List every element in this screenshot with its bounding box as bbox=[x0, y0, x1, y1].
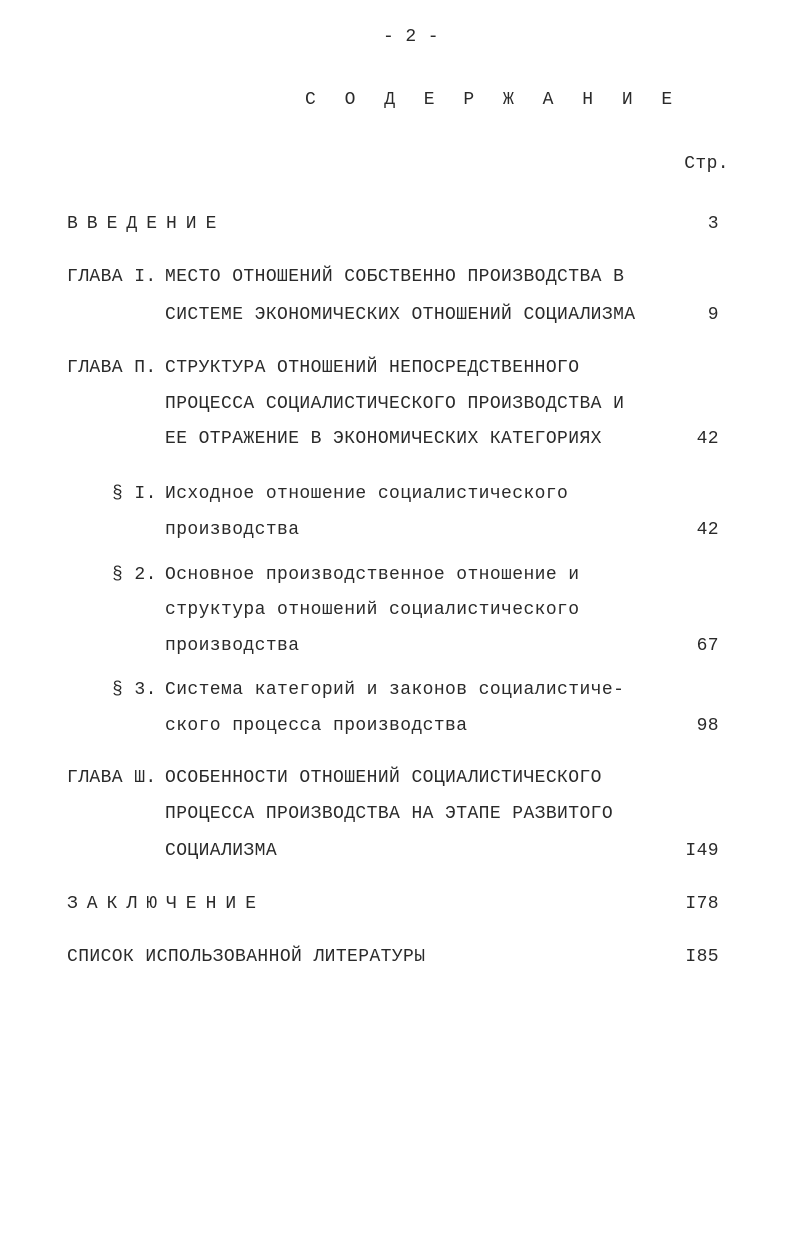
toc-chapter-label: ГЛАВА П. bbox=[67, 358, 157, 378]
toc-page: I78 bbox=[685, 894, 719, 914]
toc-line: ПРОЦЕССА ПРОИЗВОДСТВА НА ЭТАПЕ РАЗВИТОГО bbox=[165, 804, 614, 824]
page-title: С О Д Е Р Ж А Н И Е bbox=[305, 90, 682, 110]
page-number: - 2 - bbox=[383, 27, 440, 47]
toc-line: ского процесса производства bbox=[165, 716, 468, 736]
toc-conclusion: ЗАКЛЮЧЕНИЕ bbox=[67, 894, 266, 914]
toc-line: ОСОБЕННОСТИ ОТНОШЕНИЙ СОЦИАЛИСТИЧЕСКОГО bbox=[165, 768, 602, 788]
toc-line: Основное производственное отношение и bbox=[165, 565, 580, 585]
toc-chapter-label: ГЛАВА Ш. bbox=[67, 768, 157, 788]
toc-page: 67 bbox=[696, 636, 719, 656]
toc-line: СТРУКТУРА ОТНОШЕНИЙ НЕПОСРЕДСТВЕННОГО bbox=[165, 358, 580, 378]
toc-line: МЕСТО ОТНОШЕНИЙ СОБСТВЕННО ПРОИЗВОДСТВА В bbox=[165, 267, 625, 287]
toc-line: СОЦИАЛИЗМА bbox=[165, 841, 278, 861]
toc-line: Исходное отношение социалистического bbox=[165, 484, 569, 504]
toc-page: I85 bbox=[685, 947, 719, 967]
toc-line: производства bbox=[165, 520, 300, 540]
toc-page: 98 bbox=[696, 716, 719, 736]
toc-bibliography: СПИСОК ИСПОЛЬЗОВАННОЙ ЛИТЕРАТУРЫ bbox=[67, 947, 426, 967]
toc-line: ЕЕ ОТРАЖЕНИЕ В ЭКОНОМИЧЕСКИХ КАТЕГОРИЯХ bbox=[165, 429, 602, 449]
toc-page: 42 bbox=[696, 520, 719, 540]
toc-introduction: ВВЕДЕНИЕ bbox=[67, 214, 226, 234]
toc-line: производства bbox=[165, 636, 300, 656]
toc-line: СИСТЕМЕ ЭКОНОМИЧЕСКИХ ОТНОШЕНИЙ СОЦИАЛИЗМА bbox=[165, 305, 636, 325]
toc-section-label: § 3. bbox=[112, 680, 157, 700]
toc-page: I49 bbox=[685, 841, 719, 861]
toc-section-label: § 2. bbox=[112, 565, 157, 585]
toc-section-label: § I. bbox=[112, 484, 157, 504]
toc-line: структура отношений социалистического bbox=[165, 600, 580, 620]
toc-line: Система категорий и законов социалистиче- bbox=[165, 680, 625, 700]
toc-page: 42 bbox=[696, 429, 719, 449]
toc-chapter-label: ГЛАВА I. bbox=[67, 267, 157, 287]
toc-page: 9 bbox=[707, 305, 719, 325]
toc-line: ПРОЦЕССА СОЦИАЛИСТИЧЕСКОГО ПРОИЗВОДСТВА И bbox=[165, 394, 625, 414]
page-column-header: Стр. bbox=[684, 154, 729, 174]
toc-page: 3 bbox=[707, 214, 719, 234]
